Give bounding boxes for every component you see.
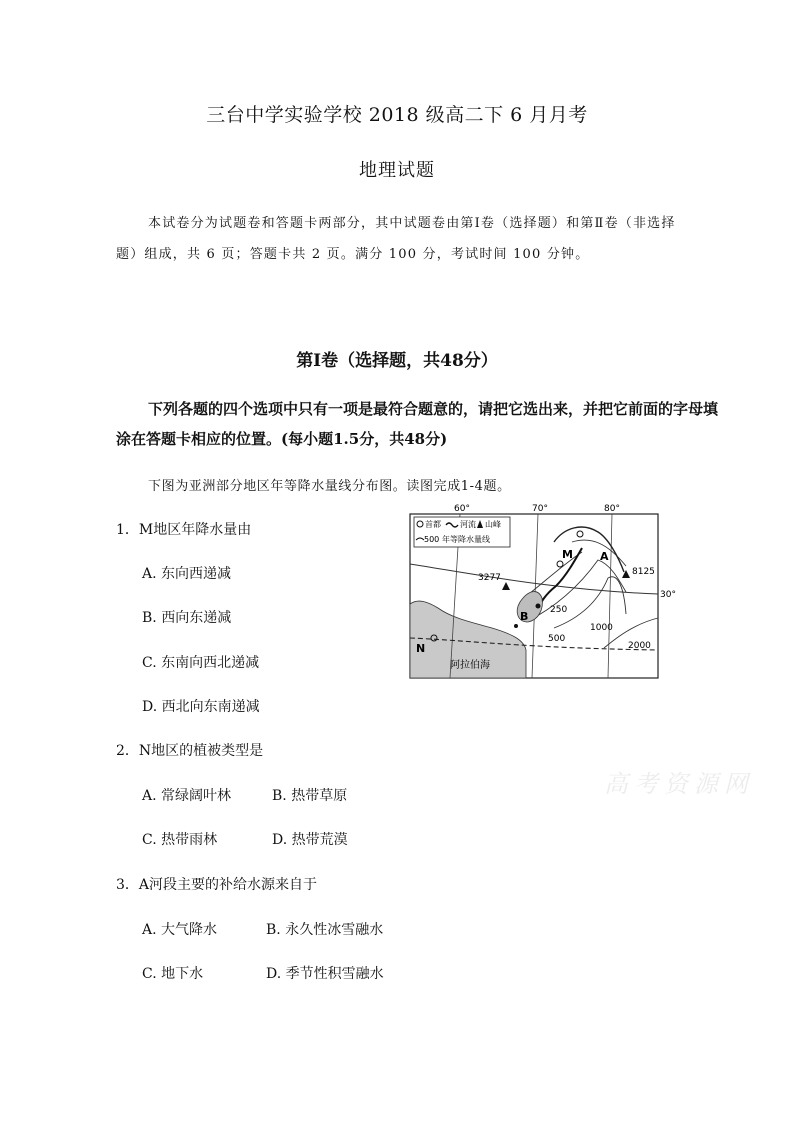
isoline-1000: [554, 577, 626, 628]
isoline-1000-label: 1000: [590, 623, 613, 633]
intro-line-1: 本试卷分为试题卷和答题卡两部分，其中试题卷由第Ⅰ卷（选择题）和第Ⅱ卷（非选择: [148, 216, 676, 231]
peak-3277-label: 3277: [478, 573, 501, 583]
sea-label: 阿拉伯海: [450, 660, 490, 671]
city-dot-b: [536, 604, 541, 609]
question-2-option-d: D. 热带荒漠: [272, 832, 348, 848]
city-dot-south: [514, 624, 518, 628]
legend-isoline-value: 500: [424, 535, 440, 544]
isoline-2000-label: 2000: [628, 641, 651, 651]
question-1-option-c: C. 东南向西北递减: [142, 655, 260, 671]
peak-8125-label: 8125: [632, 567, 655, 577]
instruction-line-2: 涂在答题卡相应的位置。(每小题1.5分，共48分): [116, 430, 448, 448]
legend-peak-label: 山峰: [485, 520, 501, 529]
capital-m-marker: [557, 561, 563, 567]
capital-north-marker: [577, 531, 583, 537]
label-b: B: [520, 610, 529, 623]
legend-isoline-label: 年等降水量线: [442, 535, 490, 544]
question-3-option-c: C. 地下水: [142, 966, 204, 982]
question-2-stem: 2．N地区的植被类型是: [116, 743, 264, 759]
isoline-500-label: 500: [548, 634, 566, 644]
isoline-250-label: 250: [550, 605, 568, 615]
question-lead: 下图为亚洲部分地区年等降水量线分布图。读图完成1-4题。: [148, 479, 511, 494]
isoline-250: [524, 552, 582, 598]
watermark: 高考资源网: [604, 770, 754, 798]
exam-title: 三台中学实验学校 2018 级高二下 6 月月考: [206, 104, 588, 126]
legend-river-label: 河流: [460, 520, 476, 529]
lon-label-60: 60°: [454, 504, 470, 514]
question-2-option-a: A. 常绿阔叶林: [142, 788, 232, 804]
meridian-80: [608, 514, 612, 678]
lon-label-70: 70°: [532, 504, 548, 514]
question-2-option-b: B. 热带草原: [272, 788, 348, 804]
legend-capital-label: 首都: [425, 520, 441, 529]
question-1-option-b: B. 西向东递减: [142, 610, 232, 626]
subject-title: 地理试题: [359, 160, 435, 181]
question-3-option-b: B. 永久性冰雪融水: [266, 922, 384, 938]
intro-line-2: 题）组成，共 6 页；答题卡共 2 页。满分 100 分，考试时间 100 分钟。: [116, 247, 590, 262]
question-3-option-d: D. 季节性积雪融水: [266, 966, 384, 982]
question-1-option-a: A. 东向西递减: [142, 566, 232, 582]
label-m: M: [562, 548, 573, 561]
section-title: 第Ⅰ卷（选择题，共48分）: [296, 351, 498, 371]
question-3-stem: 3．A河段主要的补给水源来自于: [116, 877, 318, 893]
instruction-line-1: 下列各题的四个选项中只有一项是最符合题意的，请把它选出来，并把它前面的字母填: [148, 400, 719, 418]
lon-label-80: 80°: [604, 504, 620, 514]
precipitation-map: [404, 498, 676, 684]
question-3-option-a: A. 大气降水: [142, 922, 218, 938]
question-1-stem: 1．M地区年降水量由: [116, 522, 252, 538]
label-n: N: [416, 642, 426, 655]
lat-label-30: 30°: [660, 590, 676, 600]
label-a: A: [600, 550, 609, 563]
question-2-option-c: C. 热带雨林: [142, 832, 218, 848]
question-1-option-d: D. 西北向东南递减: [142, 699, 260, 715]
peak-3277-icon: [502, 582, 510, 590]
